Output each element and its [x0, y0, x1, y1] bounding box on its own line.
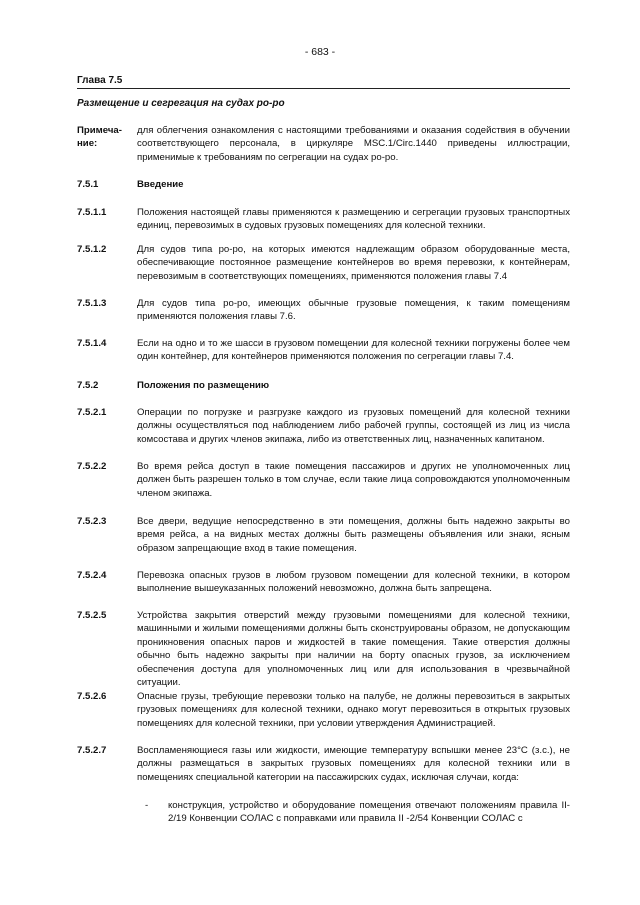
section-number: 7.5.2.3 — [77, 516, 107, 527]
section-text: Во время рейса доступ в такие помещения пассажиров и других не уполномоченных лиц должен быть разрешен только в том случае, если такие лица сопровождаются уполномоченным членом экипажа. — [137, 461, 570, 499]
section-text: Устройства закрытия отверстий между грузовыми помещениями для колесной техники, машинными и жилыми помещениями должны быть сконструированы образом, не допускающим проникновения опасных паров и жидкостей в такие помещения. Такие отверстия должны обычно быть надежно закрыты при наличии на борту опасных грузов, за исключением обеспечения доступа для уполномоченных лиц или для использования в чрезвычайной ситуации. — [137, 610, 570, 689]
chapter-subtitle: Размещение и сегрегация на судах ро-ро — [77, 98, 285, 109]
section-number: 7.5.2.2 — [77, 461, 107, 472]
note-label-line2: ние: — [77, 138, 98, 150]
section-text: Для судов типа ро-ро, на которых имеются надлежащим образом оборудованные места, обеспечивающие постоянное размещение контейнеров во время перевозки, к контейнерам, перевозимым в соответствующих помещениях, применяются положения главы 7.4 — [137, 244, 570, 282]
section-number: 7.5.2.5 — [77, 610, 107, 621]
section-number: 7.5.2 — [77, 380, 99, 391]
chapter-divider — [77, 88, 570, 89]
section-text: Положения настоящей главы применяются к размещению и сегрегации грузовых транспортных единиц, перевозимых в судовых грузовых помещениях для колесной техники. — [137, 207, 570, 232]
section-text: Если на одно и то же шасси в грузовом помещении для колесной техники погружены более чем один контейнер, для контейнеров применяются положения по сегрегации главы 7.4. — [137, 338, 570, 363]
note-text: для облегчения ознакомления с настоящими требованиями и оказания содействия в обучении соответствующего персонала, в циркуляре MSC.1/Circ.1440 приведены иллюстрации, применимые к требованиям по сегрегации на судах ро-ро. — [137, 125, 570, 163]
chapter-title: Глава 7.5 — [77, 75, 123, 86]
section-text: Операции по погрузке и разгрузке каждого из грузовых помещений для колесной техники должны осуществляться под наблюдением либо рабочей группы, состоящей из лиц из числа комсостава и других членов экипажа, либо из ответственных лиц, назначенных капитаном. — [137, 407, 570, 445]
page-number: - 683 - — [304, 46, 336, 58]
section-text: Все двери, ведущие непосредственно в эти помещения, должны быть надежно закрыты во время рейса, а на видных местах должны быть размещены объявления или знаки, ясным образом запрещающие вход в такие помещения. — [137, 516, 570, 554]
bullet-text: конструкция, устройство и оборудование помещения отвечают положениям правила II-2/19 Конвенции СОЛАС с поправками или правила II -2/54 Конвенции СОЛАС с — [168, 800, 570, 825]
bullet-marker: - — [145, 800, 149, 811]
section-text: Перевозка опасных грузов в любом грузовом помещении для колесной техники, в котором выполнение вышеуказанных положений невозможно, должна быть запрещена. — [137, 570, 570, 595]
note-label-line1: Примеча- — [77, 125, 122, 136]
section-text: Опасные грузы, требующие перевозки только на палубе, не должны перевозиться в закрытых грузовых помещениях для колесной техники, однако могут перевозиться в открытых грузовых помещениях для колесной техники, при условии утверждения Администрацией. — [137, 691, 570, 729]
section-text: Для судов типа ро-ро, имеющих обычные грузовые помещения, к таким помещениям применяются положения главы 7.6. — [137, 298, 570, 323]
section-number: 7.5.1.3 — [77, 298, 107, 309]
section-number: 7.5.2.7 — [77, 745, 107, 756]
section-number: 7.5.1.2 — [77, 244, 107, 255]
section-heading: Введение — [137, 179, 184, 190]
section-number: 7.5.1 — [77, 179, 99, 190]
section-number: 7.5.2.1 — [77, 407, 107, 418]
section-number: 7.5.2.6 — [77, 691, 107, 702]
section-number: 7.5.2.4 — [77, 570, 107, 581]
note-label — [77, 124, 132, 151]
section-number: 7.5.1.1 — [77, 207, 107, 218]
section-number: 7.5.1.4 — [77, 338, 107, 349]
section-heading: Положения по размещению — [137, 380, 270, 391]
section-text: Воспламеняющиеся газы или жидкости, имеющие температуру вспышки менее 23°C (з.с.), не должны размещаться в закрытых грузовых помещениях для колесной техники или в помещениях специальной категории на пассажирских судах, исключая случаи, когда: — [137, 745, 570, 783]
